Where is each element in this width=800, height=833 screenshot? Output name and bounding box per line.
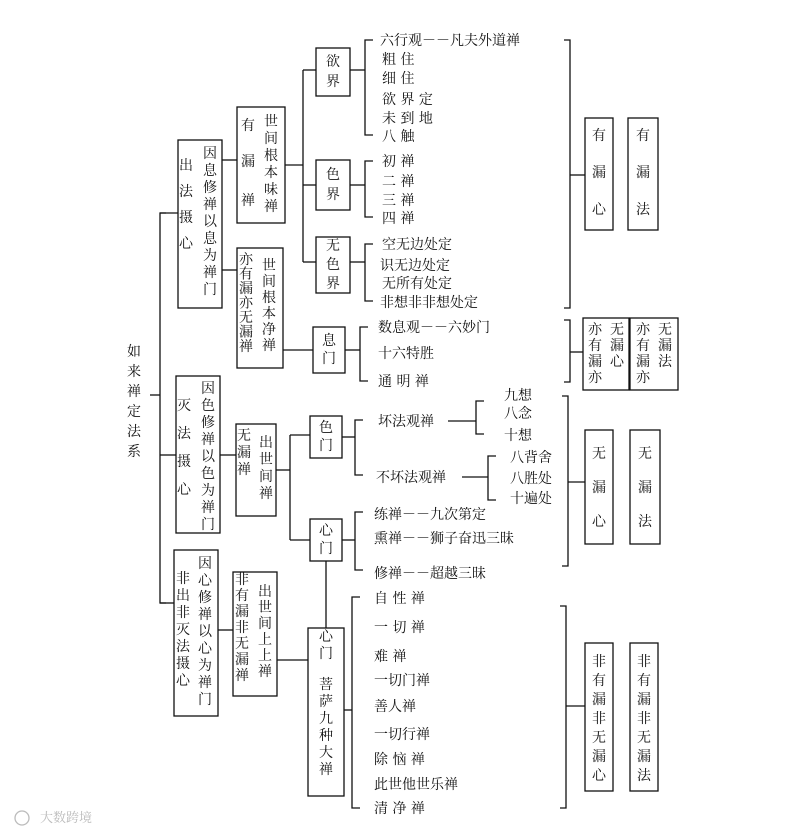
right-bracket-wulou	[562, 396, 568, 566]
feichumie-method: 因心修禅以心为禅门	[198, 556, 212, 708]
sejie-label: 色界	[326, 167, 340, 203]
item-shuxi: 数息观－－六妙门	[378, 320, 490, 336]
chushijian-type: 出世间禅	[259, 435, 273, 502]
right-bracket-youlou	[564, 40, 570, 308]
item-tongming: 通 明 禅	[378, 374, 429, 390]
root-label: 如来禅定法系	[127, 344, 141, 460]
item-lianchan: 练禅－－九次第定	[374, 507, 486, 523]
yiyoufa-label: 亦有漏亦无漏法	[636, 322, 672, 386]
item-qingjing: 清 净 禅	[374, 801, 425, 817]
chu-method: 因息修禅以息为禅门	[203, 146, 217, 298]
yiyouxin-label: 亦有漏亦无漏心	[588, 322, 624, 386]
item-cuzhu: 粗 住	[382, 52, 415, 68]
watermark-logo-icon	[15, 811, 29, 825]
semen-items	[355, 420, 363, 475]
item-shixiang: 十想	[504, 428, 532, 444]
item-buhuaifa: 不坏法观禅	[376, 470, 446, 486]
item-liuxing: 六行观－－凡夫外道禅	[380, 33, 520, 49]
youlouxin-label: 有漏心	[592, 128, 606, 218]
right-bracket-feiyou	[560, 606, 566, 808]
wuloufa-label: 无漏法	[638, 446, 652, 530]
item-sanchan: 三 禅	[382, 193, 415, 209]
root-bracket	[160, 213, 166, 603]
yujie-label: 欲界	[326, 54, 340, 90]
item-chunao: 除 恼 禅	[374, 752, 425, 768]
item-xiuchan: 修禅－－超越三昧	[374, 566, 486, 582]
chu-category: 出法摄心	[179, 158, 193, 252]
item-chuchan: 初 禅	[382, 154, 415, 170]
mie-method: 因色修禅以色为禅门	[201, 381, 215, 533]
item-sichan: 四 禅	[382, 211, 415, 227]
item-beishe: 八背舍	[510, 450, 552, 466]
shijian-wei-type: 世间根本味禅	[264, 114, 278, 215]
item-huaifa: 坏法观禅	[378, 414, 434, 430]
item-jiuxiang: 九想	[504, 388, 532, 404]
xinmen-pusa-label: 心门菩萨九种大禅	[319, 629, 333, 778]
item-shiliu: 十六特胜	[378, 346, 434, 362]
item-xunchan: 熏禅－－狮子奋迅三昧	[374, 531, 514, 547]
xinmen-label: 心门	[319, 523, 333, 557]
item-shiwubian: 识无边处定	[380, 258, 450, 274]
wulouxin-label: 无漏心	[592, 446, 606, 530]
shijian-jing-type: 世间根本净禅	[262, 258, 276, 354]
watermark-text: 大数跨境	[40, 811, 93, 826]
feiyoufa-label: 非有漏非无漏法	[637, 654, 651, 784]
chushijian-ss-type: 出世间上上禅	[258, 584, 272, 680]
yiyou-type: 亦有漏亦无漏禅	[239, 252, 253, 355]
wusejie-items	[365, 244, 373, 301]
xinmen-items	[355, 512, 363, 570]
item-yiqiemen: 一切门禅	[374, 673, 430, 689]
huaifa-sub	[476, 401, 484, 434]
ximen-items	[360, 327, 368, 381]
item-yujieding: 欲 界 定	[382, 92, 433, 108]
item-bachu: 八 触	[382, 129, 415, 145]
item-bainian: 八念	[504, 406, 532, 422]
item-bianchu: 十遍处	[510, 491, 552, 507]
item-wusuoyou: 无所有处定	[382, 276, 452, 292]
feiyou-type: 非有漏非无漏禅	[235, 572, 249, 684]
feiyouxin-label: 非有漏非无漏心	[592, 654, 606, 784]
item-erchan: 二 禅	[382, 174, 415, 190]
youlou-type: 有漏禅	[241, 118, 255, 209]
pusa-items	[352, 597, 360, 808]
item-yiqie: 一 切 禅	[374, 620, 425, 636]
sejie-items	[365, 161, 373, 217]
item-feixiang: 非想非非想处定	[380, 295, 478, 311]
semen-label: 色门	[319, 420, 333, 454]
item-weidaodi: 未 到 地	[382, 111, 433, 127]
item-yiqiexing: 一切行禅	[374, 727, 430, 743]
wulou-type: 无漏禅	[237, 428, 251, 478]
yujie-items	[365, 40, 373, 135]
youloufa-label: 有漏法	[636, 128, 650, 218]
item-shanren: 善人禅	[374, 699, 416, 715]
item-xizhu: 细 住	[382, 71, 415, 87]
right-bracket-yiyou	[564, 320, 570, 382]
item-shengchu: 八胜处	[510, 471, 552, 487]
ximen-label: 息门	[322, 333, 336, 367]
buhuaifa-sub	[488, 456, 496, 500]
wusejie-label: 无色界	[326, 238, 340, 292]
item-nanchan: 难 禅	[374, 649, 407, 665]
feichumie-category: 非出非灭法摄心	[176, 571, 190, 689]
item-kongwubian: 空无边处定	[382, 237, 452, 253]
item-zixing: 自 性 禅	[374, 591, 425, 607]
mie-category: 灭法摄心	[177, 398, 191, 498]
item-cishi: 此世他世乐禅	[374, 777, 458, 793]
